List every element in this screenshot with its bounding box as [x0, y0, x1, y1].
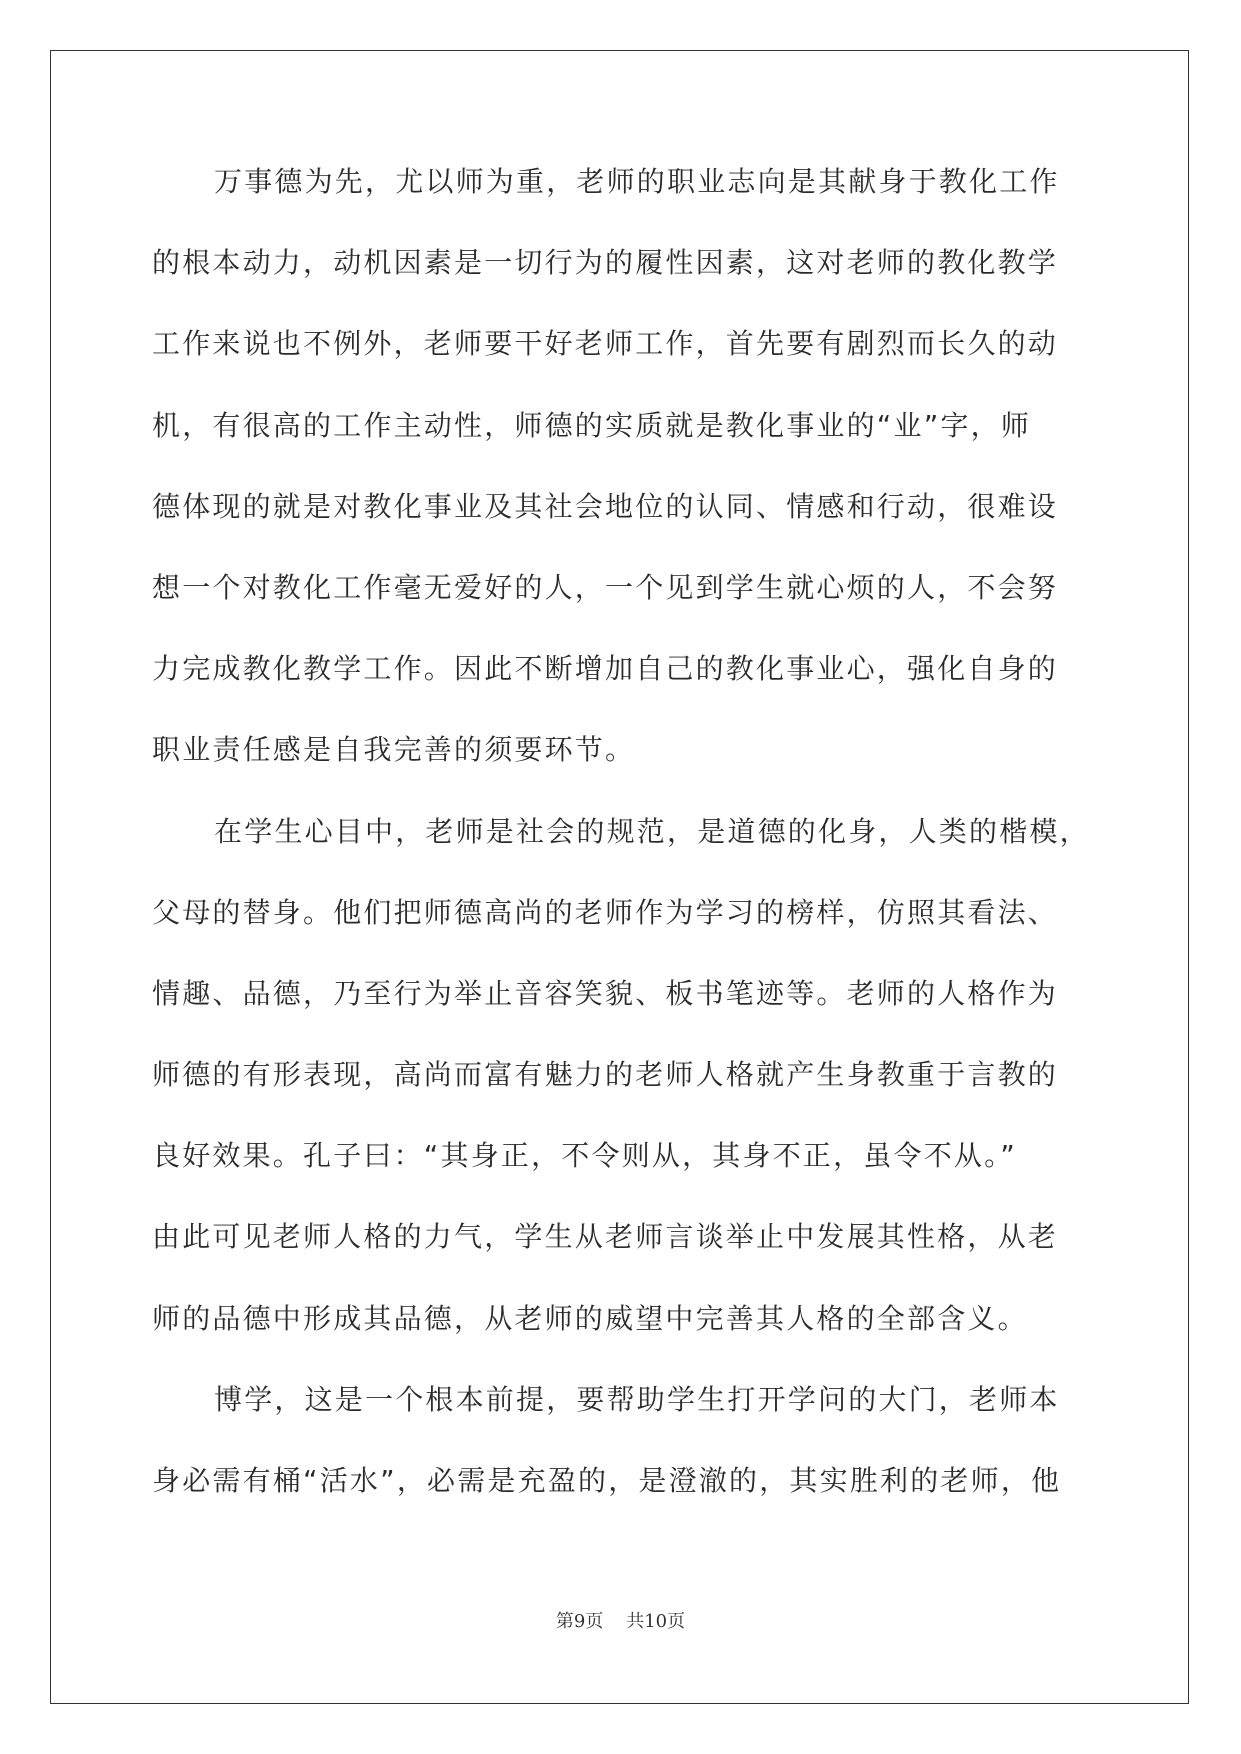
paragraph-2	[152, 810, 1092, 1378]
text-line: 万事德为先，尤以师为重，老师的职业志向是其献身于教化工作	[214, 165, 1060, 198]
text-line: 良好效果。孔子曰：“其身正，不令则从，其身不正，虽令不从。”	[152, 1139, 1018, 1173]
text-line: 的根本动力，动机因素是一切行为的履性因素，这对老师的教化教学	[152, 246, 1059, 280]
text-line: 在学生心目中，老师是社会的规范，是道德的化身，人类的楷模，	[214, 814, 1090, 848]
text-line: 由此可见老师人格的力气，学生从老师言谈举止中发展其性格，从老	[152, 1220, 1059, 1254]
paragraph-3	[152, 1378, 1092, 1540]
text-line: 职业责任感是自我完善的须要环节。	[152, 733, 636, 767]
text-line: 师的品德中形成其品德，从老师的威望中完善其人格的全部含义。	[152, 1301, 1028, 1335]
text-line: 情趣、品德，乃至行为举止音容笑貌、板书笔迹等。老师的人格作为	[152, 976, 1059, 1010]
text-line: 身必需有桶“活水”，必需是充盈的，是澄澈的，其实胜利的老师，他	[152, 1464, 1062, 1497]
document-body	[152, 160, 1092, 1540]
page-number-footer: 第9页 共10页	[555, 1611, 686, 1632]
text-line: 父母的替身。他们把师德高尚的老师作为学习的榜样，仿照其看法、	[152, 895, 1059, 929]
text-line: 力完成教化教学工作。因此不断增加自己的教化事业心，强化自身的	[152, 652, 1059, 686]
paragraph-1	[152, 160, 1092, 810]
text-line: 博学，这是一个根本前提，要帮助学生打开学问的大门，老师本	[214, 1382, 1060, 1416]
text-line: 德体现的就是对教化事业及其社会地位的认同、情感和行动，很难设	[152, 489, 1059, 523]
text-line: 机，有很高的工作主动性，师德的实质就是教化事业的“业”字，师	[152, 408, 1032, 442]
text-line: 师德的有形表现，高尚而富有魅力的老师人格就产生身教重于言教的	[152, 1058, 1059, 1092]
text-line: 想一个对教化工作毫无爱好的人，一个见到学生就心烦的人，不会努	[152, 570, 1059, 604]
text-line: 工作来说也不例外，老师要干好老师工作，首先要有剧烈而长久的动	[152, 327, 1059, 361]
